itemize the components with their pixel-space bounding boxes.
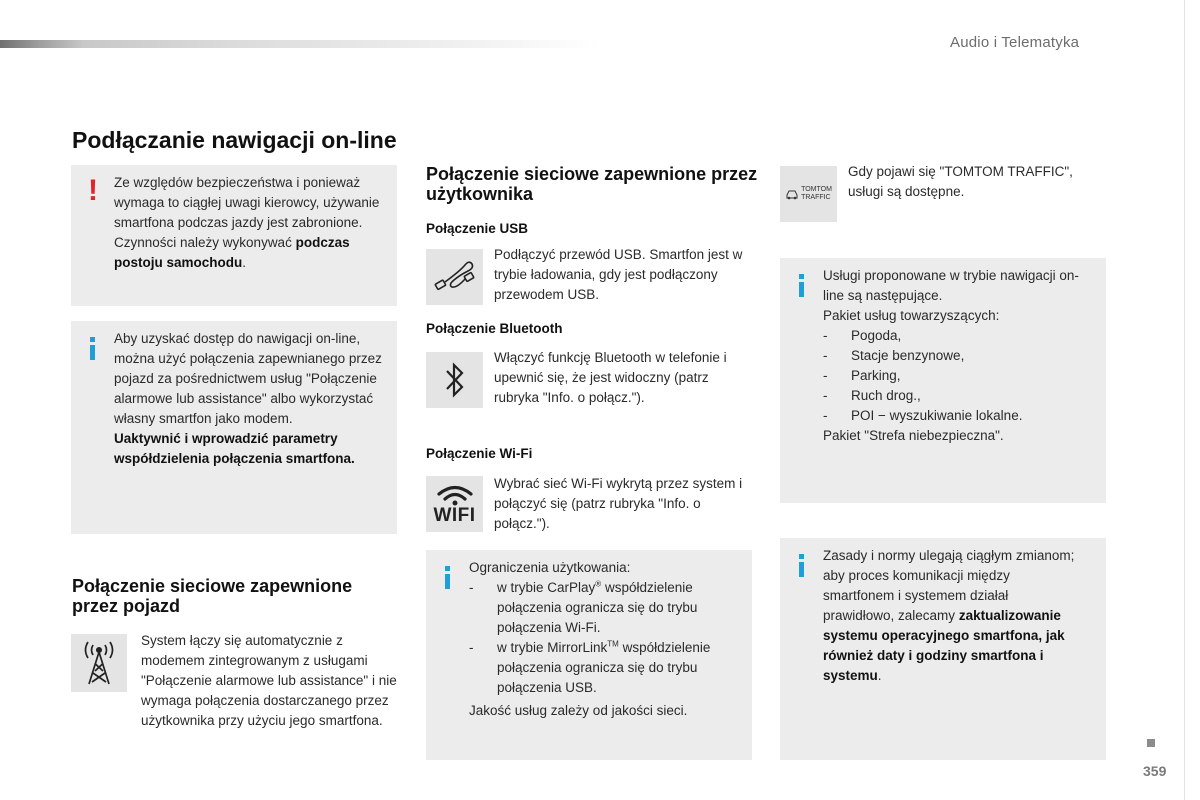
- info-icon: [90, 337, 95, 360]
- tomtom-text: Gdy pojawi się "TOMTOM TRAFFIC", usługi są dostępne.: [848, 164, 1073, 199]
- list-item: [469, 638, 752, 698]
- warning-box: [71, 165, 397, 306]
- limits-list: [469, 578, 752, 698]
- warning-bold: podczas postoju samochodu: [114, 235, 350, 270]
- services-pack: Pakiet usług towarzyszących:: [823, 308, 1000, 323]
- info-icon: [799, 554, 804, 577]
- usb-text: Podłączyć przewód USB. Smartfon jest w trybie ładowania, gdy jest podłączony przewodem USB.: [494, 247, 743, 302]
- limits-item2-a: w trybie MirrorLink: [497, 640, 608, 655]
- info-box-services: [780, 258, 1106, 503]
- registered-mark: ®: [595, 579, 602, 589]
- limits-outro: Jakość usług zależy od jakości sieci.: [469, 703, 688, 718]
- info-box-limits: [426, 550, 752, 760]
- bluetooth-heading: Połączenie Bluetooth: [426, 321, 563, 336]
- list-item: - Pogoda,: [823, 326, 1099, 346]
- info-bold: Uaktywnić i wprowadzić parametry współdzielenia połączenia smartfona.: [114, 431, 355, 466]
- info-box-rules: [780, 538, 1106, 760]
- exclamation-icon: !: [88, 174, 98, 207]
- usb-heading: Połączenie USB: [426, 221, 529, 236]
- wifi-icon: [435, 484, 475, 506]
- page-edge-line: [1184, 0, 1185, 800]
- bluetooth-text: Włączyć funkcję Bluetooth w telefonie i upewnić się, że jest widoczny (patrz rubryka "Info. o połącz.").: [494, 350, 727, 405]
- wifi-icon-box: [426, 476, 483, 532]
- antenna-icon: [79, 640, 119, 686]
- tomtom-icon-line1: TOMTOM: [801, 186, 832, 193]
- services-list: [823, 326, 1099, 426]
- limits-text: [469, 558, 752, 721]
- info-text: [114, 329, 397, 469]
- page-title: Podłączanie nawigacji on-line: [72, 127, 397, 153]
- rules-bold: zaktualizowanie systemu operacyjnego smartfona, jak również daty i godziny smartfona i systemu: [823, 608, 1065, 683]
- rules-end: .: [877, 668, 882, 683]
- header-gradient-bar: [0, 40, 600, 48]
- page-number: 359: [1143, 763, 1167, 779]
- warning-end: .: [242, 255, 247, 270]
- usb-icon-box: [426, 249, 483, 305]
- car-icon: [785, 188, 799, 200]
- bluetooth-icon: [443, 361, 467, 399]
- warning-text: [114, 173, 390, 273]
- limits-intro: Ograniczenia użytkowania:: [469, 560, 631, 575]
- page-marker: [1147, 739, 1155, 747]
- services-intro: Usługi proponowane w trybie nawigacji on-line są następujące.: [823, 268, 1079, 303]
- info-box-online-access: [71, 321, 397, 534]
- tomtom-traffic-icon: [785, 186, 832, 202]
- limits-item1-a: w trybie CarPlay: [497, 580, 596, 595]
- services-outro: Pakiet "Strefa niebezpieczna".: [823, 428, 1004, 443]
- limits-item1-b: współdzielenie połączenia ogranicza się do trybu połączenia Wi-Fi.: [497, 580, 698, 635]
- wifi-heading: Połączenie Wi-Fi: [426, 446, 533, 461]
- warning-body-2: Czynności należy wykonywać: [114, 235, 296, 250]
- rules-text: [823, 546, 1078, 686]
- wifi-text: Wybrać sieć Wi-Fi wykrytą przez system i połączyć się (patrz rubryka "Info. o połącz.").: [494, 476, 743, 531]
- limits-item2-b: współdzielenie połączenia ogranicza się do trybu połączenia USB.: [497, 640, 711, 695]
- list-item: - Parking,: [823, 366, 1099, 386]
- list-item: - Ruch drog.,: [823, 386, 1099, 406]
- trademark-mark: TM: [607, 639, 619, 649]
- warning-body: Ze względów bezpieczeństwa i ponieważ wymaga to ciągłej uwagi kierowcy, używanie smartfona podczas jazdy jest zabronione.: [114, 175, 380, 230]
- list-item: - Stacje benzynowe,: [823, 346, 1099, 366]
- section-label: Audio i Telematyka: [950, 34, 1080, 51]
- usb-cable-icon: [432, 257, 478, 297]
- tomtom-icon-line2: TRAFFIC: [801, 194, 831, 201]
- bluetooth-icon-box: [426, 352, 483, 408]
- rules-body: Zasady i normy ulegają ciągłym zmianom; aby proces komunikacji między smartfonem i systemem działał prawidłowo, zalecamy: [823, 548, 1075, 623]
- list-item: [469, 578, 752, 638]
- list-item: - POI − wyszukiwanie lokalne.: [823, 406, 1099, 426]
- tomtom-icon-box: [780, 166, 837, 222]
- vehicle-section-heading: Połączenie sieciowe zapewnione przez pojazd: [72, 576, 353, 616]
- info-icon: [799, 274, 804, 297]
- vehicle-text: System łączy się automatycznie z modemem zintegrowanym z usługami "Połączenie alarmowe lub assistance" i nie wymaga połączenia dostarczanego przez użytkownika przy użyciu jego smartfona.: [141, 633, 397, 728]
- info-icon: [445, 566, 450, 589]
- services-text: [823, 266, 1099, 446]
- wifi-icon-label: WIFI: [433, 504, 476, 526]
- info-body: Aby uzyskać dostęp do nawigacji on-line, można użyć połączenia zapewnianego przez pojazd za pośrednictwem usług "Połączenie alarmowe lub assistance" albo wykorzystać własny smartfon jako modem.: [114, 331, 382, 426]
- antenna-icon-box: [71, 634, 127, 692]
- user-section-heading: Połączenie sieciowe zapewnione przez użytkownika: [426, 164, 758, 204]
